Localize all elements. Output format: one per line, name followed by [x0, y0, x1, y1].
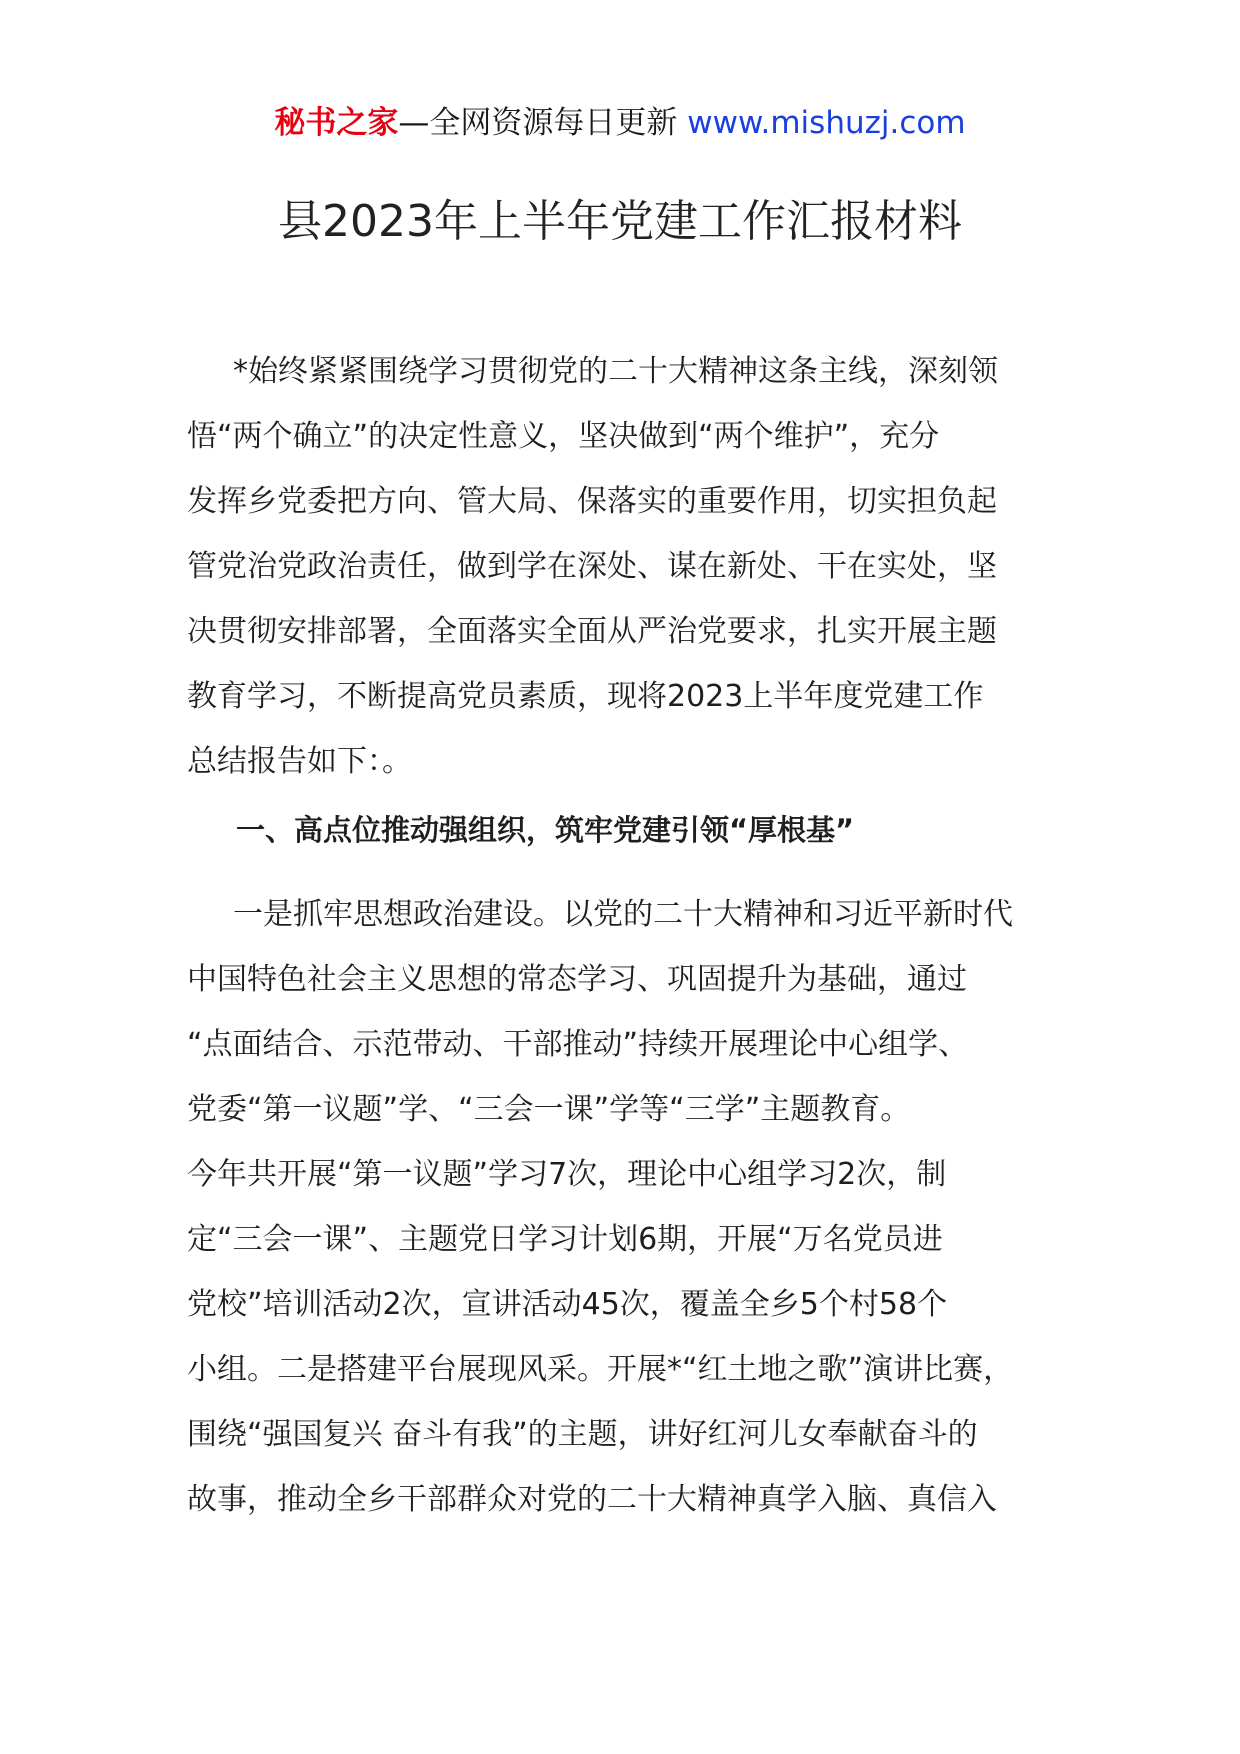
paragraph-line: 总结报告如下：。 — [187, 744, 412, 779]
paragraph-line: 党委“第一议题”学、“三会一课”学等“三学”主题教育。 — [187, 1092, 911, 1127]
paragraph-line: *始终紧紧围绕学习贯彻党的二十大精神这条主线，深刻领 — [233, 354, 998, 389]
paragraph-line: 决贯彻安排部署，全面落实全面从严治党要求，扎实开展主题 — [187, 614, 997, 649]
paragraph-line: 一是抓牢思想政治建设。以党的二十大精神和习近平新时代 — [233, 897, 1013, 932]
section-heading: 一、高点位推动强组织，筑牢党建引领“厚根基” — [236, 813, 855, 847]
paragraph-line: 定“三会一课”、主题党日学习计划6期，开展“万名党员进 — [187, 1222, 943, 1257]
brand-name: 秘书之家 — [274, 105, 399, 141]
paragraph-line: 党校”培训活动2次，宣讲活动45次，覆盖全乡5个村58个 — [187, 1287, 948, 1322]
document-title: 县2023年上半年党建工作汇报材料 — [278, 196, 962, 247]
paragraph-line: 小组。二是搭建平台展现风采。开展*“红土地之歌”演讲比赛， — [187, 1352, 1014, 1387]
header-tagline: —全网资源每日更新 — [398, 105, 678, 141]
paragraph-line: 中国特色社会主义思想的常态学习、巩固提升为基础，通过 — [187, 962, 967, 997]
paragraph-line: “点面结合、示范带动、干部推动”持续开展理论中心组学、 — [187, 1027, 969, 1062]
paragraph-line: 悟“两个确立”的决定性意义，坚决做到“两个维护”，充分 — [187, 419, 940, 454]
paragraph-line: 今年共开展“第一议题”学习7次，理论中心组学习2次，制 — [187, 1157, 947, 1192]
site-header — [0, 101, 1240, 145]
paragraph-line: 故事，推动全乡干部群众对党的二十大精神真学入脑、真信入 — [187, 1482, 997, 1517]
paragraph-line: 发挥乡党委把方向、管大局、保落实的重要作用，切实担负起 — [187, 484, 997, 519]
paragraph-line: 围绕“强国复兴 奋斗有我”的主题，讲好红河儿女奉献奋斗的 — [187, 1417, 978, 1452]
paragraph-line: 教育学习，不断提高党员素质，现将2023上半年度党建工作 — [187, 679, 984, 714]
paragraph-line: 管党治党政治责任，做到学在深处、谋在新处、干在实处，坚 — [187, 549, 997, 584]
site-url-link[interactable]: www.mishuzj.com — [687, 105, 966, 141]
